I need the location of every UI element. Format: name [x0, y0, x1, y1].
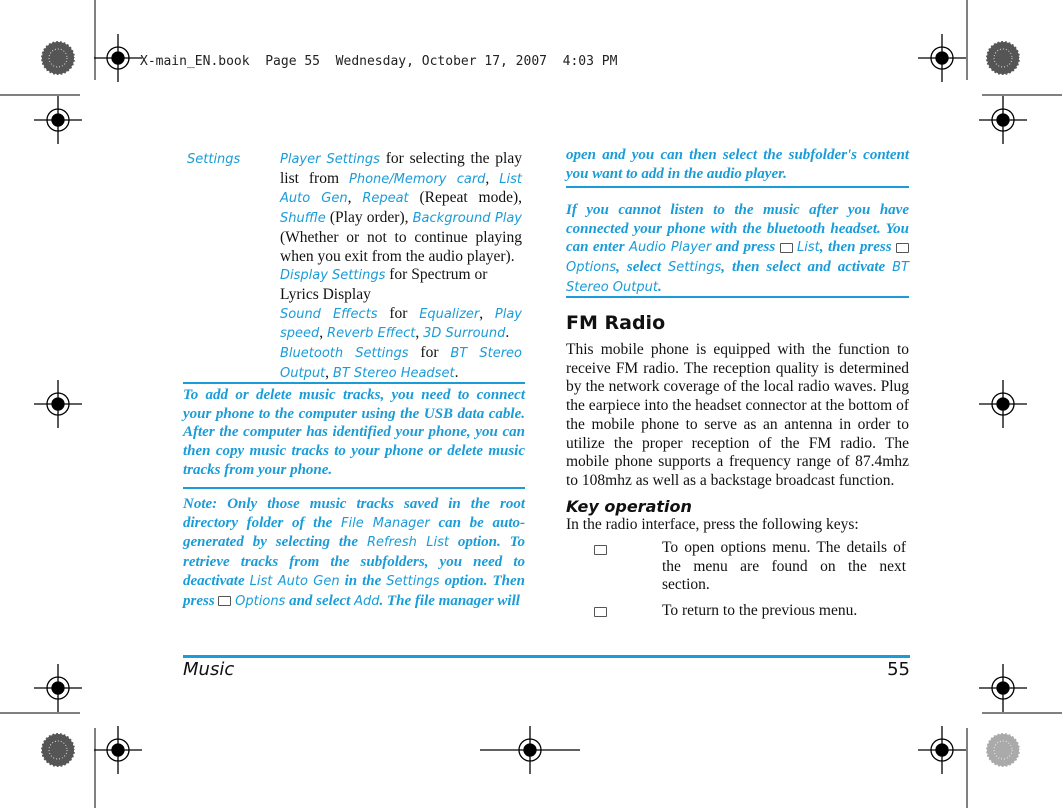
- fm-radio-heading: FM Radio: [566, 312, 666, 334]
- rule: [183, 382, 525, 384]
- player-settings-row: Player Settings for selecting the play list from Phone/Memory card, List Auto Gen, Repeat (Repeat mode), Shuffle (Play order), Background Play (Whether or not to continue playing when you exit from the audio player).: [280, 150, 523, 265]
- key-operation-intro: In the radio interface, press the following keys:: [566, 516, 859, 533]
- key-desc-back: To return to the previous menu.: [662, 602, 858, 619]
- bluetooth-settings-row: Bluetooth Settings for BT Stereo Output, BT Stereo Headset.: [280, 344, 523, 381]
- key-desc-options: To open options menu. The details of the menu are found on the next section.: [662, 539, 906, 594]
- note-auto-gen-continued: open and you can then select the subfolder's content you want to add in the audio player.: [566, 147, 909, 182]
- left-softkey-icon: [896, 243, 909, 253]
- key-operation-heading: Key operation: [566, 497, 692, 516]
- footer-rule: [183, 655, 910, 658]
- rule: [183, 487, 525, 489]
- left-softkey-icon: [780, 243, 793, 253]
- settings-description: [280, 150, 522, 383]
- sound-effects-row: Sound Effects for Equalizer, Play speed, Reverb Effect, 3D Surround.: [280, 304, 523, 342]
- settings-label: Settings: [187, 152, 241, 167]
- rule: [566, 186, 909, 188]
- right-softkey-icon: [594, 607, 607, 617]
- left-softkey-icon: [594, 545, 607, 555]
- page-number: 55: [887, 659, 910, 680]
- fm-radio-body: This mobile phone is equipped with the function to receive FM radio. The reception quality is determined by the network coverage of the local radio waves. Plug the earpiece into the headset connector at the bottom of the mobile phone to serve as an antenna in order to utilize the proper reception of the FM radio. The mobile phone supports a frequency range of 87.4mhz to 108mhz as well as a backstage broadcast function.: [566, 341, 910, 489]
- left-softkey-icon: [218, 596, 231, 606]
- note-usb: To add or delete music tracks, you need to connect your phone to the computer using the USB data cable. After the computer has identified your phone, you can then copy music tracks to your phone or delete music tracks from your phone.: [183, 387, 525, 478]
- note-bluetooth: If you cannot listen to the music after you have connected your phone with the bluetooth headset. You can enter Audio Player and press List, then press Options, select Settings, then select and activate BT Stereo Output.: [566, 202, 909, 295]
- running-header: X-main_EN.book Page 55 Wednesday, October 17, 2007 4:03 PM: [140, 54, 618, 69]
- rule: [566, 296, 909, 298]
- display-settings-row: Display Settings for Spectrum or Lyrics Display: [280, 266, 488, 303]
- note-auto-gen: Note: Only those music tracks saved in the root directory folder of the File Manager can be auto-generated by selecting the Refresh List option. To retrieve tracks from the subfolders, you need to deactivate List Auto Gen in the Settings option. Then press Options and select Add. The file manager will: [183, 496, 525, 609]
- footer-section: Music: [183, 659, 235, 680]
